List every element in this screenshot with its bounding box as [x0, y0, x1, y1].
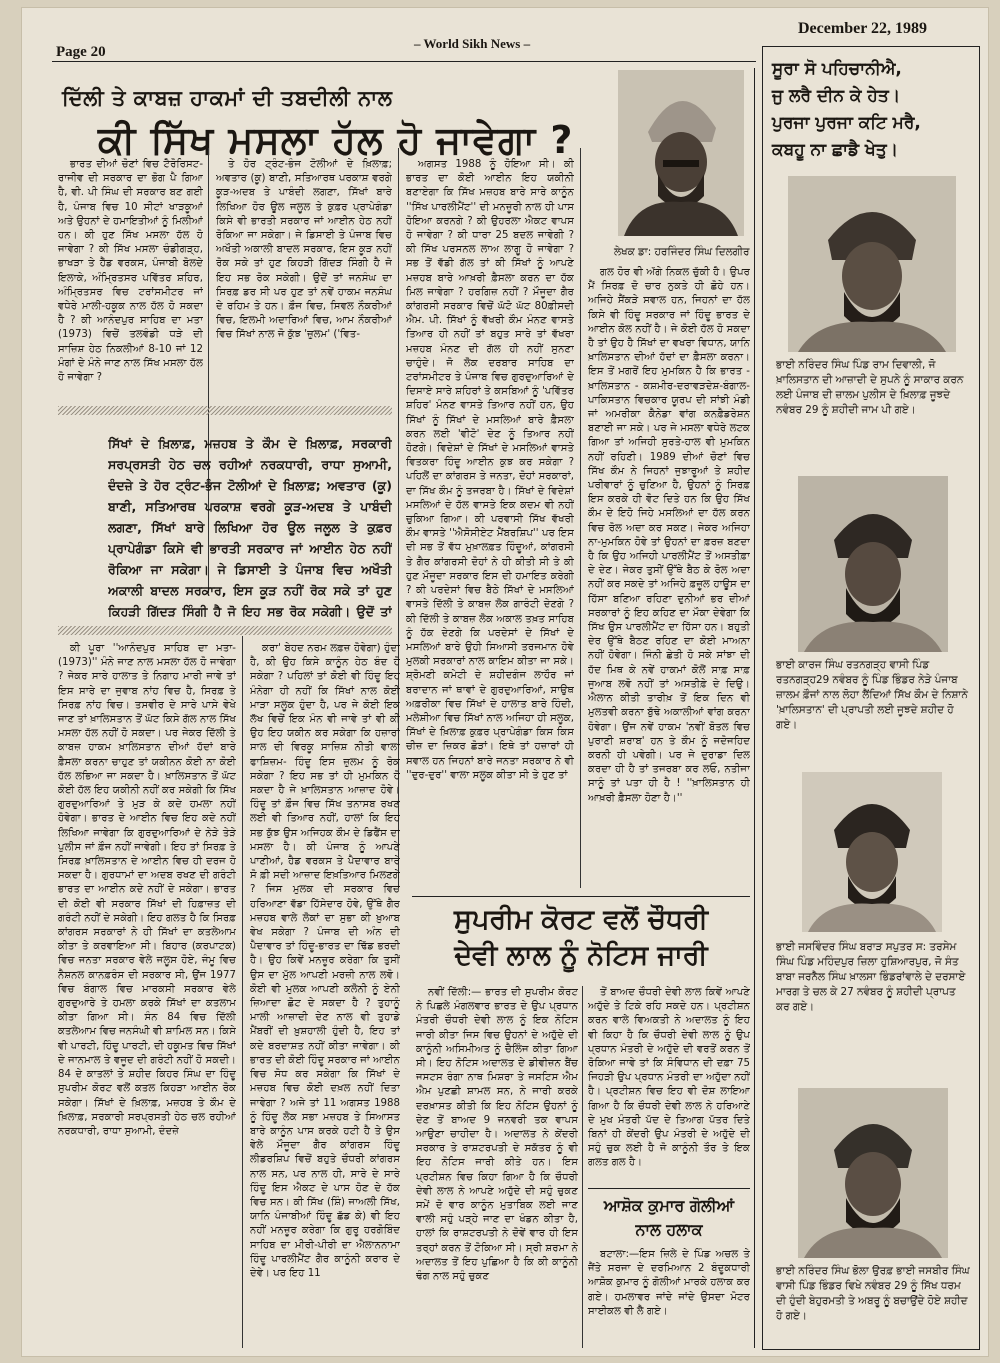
author-caption: ਲੇਖਕ ਡਾ: ਹਰਜਿੰਦਰ ਸਿੰਘ ਦਿਲਗੀਰ: [614, 246, 750, 258]
martyr-portrait-icon: [802, 772, 942, 932]
masthead-rule: [52, 61, 756, 62]
lead-kicker: ਦਿੱਲੀ ਤੇ ਕਾਬਜ਼ ਹਾਕਮਾਂ ਦੀ ਤਬਦੀਲੀ ਨਾਲ: [62, 86, 393, 110]
supreme-headline-2: ਦੇਵੀ ਲਾਲ ਨੂੰ ਨੋਟਿਸ ਜਾਰੀ: [454, 940, 708, 971]
martyr-photo-4: [798, 1088, 948, 1258]
supreme-col-left: ਨਵੀਂ ਦਿੱਲੀ:— ਭਾਰਤ ਦੀ ਸੁਪਰੀਮ ਕੋਰਟ ਨੇ ਪਿਛਲੇ ਮੰਗਲਵਾਰ ਭਾਰਤ ਦੇ ਉਪ ਪ੍ਰਧਾਨ ਮੰਤਰੀ ਚੌਧਰੀ ਦੇਵੀ ਲਾਲ ਨੂੰ ਇਕ ਨੋਟਿਸ ਜਾਰੀ ਕੀਤਾ ਜਿਸ ਵਿਚ ਉਹਨਾਂ ਦੇ ਅਹੁੱਦੇ ਦੀ ਕਾਨੂੰਨੀ ਅਸਿਮੀਅਤ ਨੂੰ ਚੈਲਿੰਜ ਕੀਤਾ ਗਿਆ ਸੀ। ਇਹ ਨੋਟਿਸ ਅਦਾਲਤ ਦੇ ਡੀਵੀਜ਼ਨ ਬੈਂਚ ਜਸਟਸ ਰੰਗਾ ਨਾਥ ਮਿਸ਼ਰਾ ਤੇ ਜਸਟਿਸ ਐਮ ਐਮ ਪੁਣਛੀ ਸ਼ਾਮਲ ਸਨ, ਨੇ ਜਾਰੀ ਕਰਕੇ ਦਰਖ਼ਾਸਤ ਕੀਤੀ ਕਿ ਇਹ ਨੋਟਿਸ ਉਹਨਾਂ ਨੂੰ ਦੇਣ ਤੋਂ ਬਾਅਦ 9 ਜਨਵਰੀ ਤਕ ਵਾਪਸ ਆਉਣਾ ਚਾਹੀਦਾ ਹੈ। ਅਦਾਲਤ ਨੇ ਕੇਂਦਰੀ ਸਰਕਾਰ ਤੇ ਰਾਸ਼ਟਰਪਤੀ ਦੇ ਸਕੱਤਰ ਨੂੰ ਵੀ ਇਹ ਨੋਟਿਸ ਜਾਰੀ ਕੀਤੇ ਹਨ। ਇਸ ਪ੍ਰਟੀਸ਼ਨ ਵਿਚ ਕਿਹਾ ਗਿਆ ਹੈ ਕਿ ਚੌਧਰੀ ਦੇਵੀ ਲਾਲ ਨੇ ਆਪਣੇ ਅਹੁੱਦੇ ਦੀ ਸਹੁੰ ਚੁਕਣ ਸਮੇਂ ਦੋ ਵਾਰ ਕਾਨੂੰਨ ਮੁਤਾਬਿਕ ਲਈ ਜਾਣ ਵਾਲੀ ਸਹੁੰ ਪੜ੍ਹੇ ਜਾਣ ਦਾ ਖੰਡਨ ਕੀਤਾ ਹੈ, ਹਾਲਾਂ ਕਿ ਰਾਸ਼ਟਰਪਤੀ ਨੇ ਦੋਵੇਂ ਵਾਰ ਹੀ ਇਸ ਤਰ੍ਹਾਂ ਕਰਨ ਤੋਂ ਟੋਕਿਆ ਸੀ। ਸ੍ਰੀ ਸ਼ਰਮਾ ਨੇ ਅਦਾਲਤ ਤੋਂ ਇਹ ਪੁਛਿਆ ਹੈ ਕਿ ਕੀ ਕਾਨੂੰਨੀ ਢੰਗ ਨਾਲ ਸਹੁੰ ਚੁਕਣ: [416, 987, 578, 1283]
martyr-caption-3: ਭਾਈ ਜਸਵਿੰਦਰ ਸਿੰਘ ਬਰਾੜ ਸਪੁਤਰ ਸ: ਤਰਸੇਮ ਸਿੰਘ ਪਿੰਡ ਮਹਿੰਦਪੁਰ ਜ਼ਿਲਾ ਹੁਸ਼ਿਆਰਪੁਰ, ਜੋ ਸੰਤ ਬਾਬਾ ਜਰਨੈਲ ਸਿੰਘ ਖ਼ਾਲਸਾ ਭਿੰਡਰਾਂਵਾਲੇ ਦੇ ਦਰਸਾਏ ਮਾਰਗ ਤੇ ਚਲ ਕੇ 27 ਨਵੰਬਰ ਨੂੰ ਸ਼ਹੀਦੀ ਪ੍ਰਾਪਤ ਕਰ ਗਏ।: [776, 941, 966, 1013]
martyr-portrait-icon: [788, 176, 956, 352]
lead-pull-quote: ਸਿੱਖਾਂ ਦੇ ਖ਼ਿਲਾਫ਼, ਮਜ਼ਹਬ ਤੇ ਕੌਮ ਦੇ ਖ਼ਿਲਾਫ਼, ਸਰਕਾਰੀ ਸਰਪ੍ਰਸਤੀ ਹੇਠ ਚਲ ਰਹੀਆਂ ਨਰਕਧਾਰੀ, ਰਾਧਾ ਸੁਆਮੀ, ਦੰਦਜ਼ੇ ਤੇ ਹੋਰ ਟ੍ਰੰਟ-ਭੰਜ ਟੋਲੀਆਂ ਦੇ ਖ਼ਿਲਾਫ਼; ਅਵਤਾਰ (ਕੂ) ਬਾਣੀ, ਸਤਿਆਰਥ ਪਰਕਾਸ਼ ਵਰਗੇ ਕੂੜ-ਅਦਬ ਤੇ ਪਾਬੰਦੀ ਲਗਣਾ, ਸਿੱਖਾਂ ਬਾਰੇ ਲਿਖਿਆ ਹੋਰ ਊਲ ਜਲੂਲ ਤੇ ਕੁਫ਼ਰ ਪ੍ਰਾਪੇਗੰਡਾ ਕਿਸੇ ਵੀ ਭਾਰਤੀ ਸਰਕਾਰ ਜਾਂ ਆਈਨ ਹੇਠ ਨਹੀਂ ਰੋਕਿਆ ਜਾ ਸਕੇਗਾ। ਜੇ ਡਿਸਾਈ ਤੇ ਪੰਜਾਬ ਵਿਚ ਅਖੌਤੀ ਅਕਾਲੀ ਬਾਦਲ ਸਰਕਾਰ, ਇਸ ਕੂੜ ਨਹੀਂ ਰੋਕ ਸਕੇ ਤਾਂ ਹੁਣ ਕਿਹੜੀ ਗਿੱਦੜ ਸਿੰਗੀ ਹੈ ਜੋ ਇਹ ਸਭ ਰੋਕ ਸਕੇਗੀ। ਉਦੋਂ ਤਾਂ: [108, 436, 392, 619]
lead-col3: ਅਗਸਤ 1988 ਨੂੰ ਹੋਇਆ ਸੀ। ਕੀ ਭਾਰਤ ਦਾ ਕੋਈ ਆਈਨ ਇਹ ਯਕੀਨੀ ਬਣਾਏਗਾ ਕਿ ਸਿੱਖ ਮਜ਼ਹਬ ਬਾਰੇ ਸਾਰੇ ਕਾਨੂੰਨ ''ਸਿੱਖ ਪਾਰਲੀਮੈਂਟ'' ਦੀ ਮਨਜ਼ੂਰੀ ਨਾਲ ਹੀ ਪਾਸ ਹੋਇਆ ਕਰਨਗੇ ? ਕੀ ਉਹਰਲਾ ਐਕਟ ਵਾਪਸ ਹੋ ਜਾਵੇਗਾ ? ਕੀ ਧਾਰਾ 25 ਬਦਲ ਜਾਵੇਗੀ ? ਕੀ ਸਿੱਖ ਪਰਸਨਲ ਲਾਅ ਲਾਗੂ ਹੋ ਜਾਵੇਗਾ ? ਸਭ ਤੋਂ ਵੱਡੀ ਗੱਲ ਤਾਂ ਕੀ ਸਿੱਖਾਂ ਨੂੰ ਆਪਣੇ ਮਜ਼ਹਬ ਬਾਰੇ ਆਖ਼ਰੀ ਫ਼ੈਸਲਾ ਕਰਨ ਦਾ ਹੱਕ ਮਿਲ ਜਾਵੇਗਾ ? ਹਰਗਿਜ਼ ਨਹੀਂ ? ਮੌਜੂਦਾ ਗੈਰ ਕਾਂਗਰਸੀ ਸਰਕਾਰ ਵਿਚੋਂ ਘੱਟੋ ਘੱਟ 80ਫ਼ੀਸਦੀ ਐਮ. ਪੀ. ਸਿੱਖਾਂ ਨੂੰ ਵੱਖਰੀ ਕੌਮ ਮੰਨਣ ਵਾਸਤੇ ਤਿਆਰ ਹੀ ਨਹੀਂ ਤਾਂ ਬਹੁਤ ਸਾਰੇ ਤਾਂ ਵੱਖਰਾ ਮਜ਼ਹਬ ਮੰਨਣ ਦੀ ਗੱਲ ਹੀ ਨਹੀਂ ਸੁਨਣਾ ਚਾਹੁੰਦੇ। ਜੋ ਲੋਕ ਦਰਬਾਰ ਸਾਹਿਬ ਦਾ ਟਰਾਂਸਮੀਟਰ ਤੇ ਪੰਜਾਬ ਵਿਚ ਗੁਰਦੁਆਰਿਆਂ ਦੇ ਦਿਸਾਏ ਸਾਰੇ ਸ਼ਹਿਰਾਂ ਤੇ ਕਸਬਿਆਂ ਨੂੰ 'ਪਵਿੱਤਰ ਸ਼ਹਿਰ' ਮੰਨਣ ਵਾਸਤੇ ਤਿਆਰ ਨਹੀਂ ਹਨ, ਉਹ ਸਿੱਖਾਂ ਨੂੰ ਸਿੱਖਾਂ ਦੇ ਮਸਲਿਆਂ ਬਾਰੇ ਫ਼ੈਸਲਾ ਕਰਨ ਲਈ 'ਵੀਟੋ' ਦੇਣ ਨੂੰ ਤਿਆਰ ਨਹੀਂ ਹੋਣਗੇ। ਵਿਦੇਸ਼ਾਂ ਦੇ ਸਿੱਖਾਂ ਦੇ ਮਸਲਿਆਂ ਵਾਸਤੇ ਵਿਤਕਰਾ ਹਿੰਦੂ ਆਈਨ ਕੁਝ ਕਰ ਸਕੇਗਾ ? ਪਹਿਲੋਂ ਦਾ ਕਾਂਗਰਸ ਤੇ ਜਨਤਾ, ਦੋਹਾਂ ਸਰਕਾਰਾਂ, ਦਾ ਸਿੱਖ ਕੌਮ ਨੂੰ ਤਜਰਬਾ ਹੈ। ਸਿੱਖਾਂ ਦੇ ਵਿਦੇਸ਼ਾਂ ਮਸਲਿਆਂ ਦੇ ਹੱਲ ਵਾਸਤੇ ਇਕ ਕਦਮ ਵੀ ਨਹੀਂ ਚੁਕਿਆ ਗਿਆ। ਕੀ ਪਰਵਾਸੀ ਸਿੱਖ ਵੱਖਰੀ ਕੌਮ ਵਾਸਤੇ ''ਐਸੋਸੀਏਟ ਮੈਂਬਰਸ਼ਿਪ'' ਪਰ ਇਸ ਦੀ ਸਭ ਤੋਂ ਵੱਧ ਮੁਖ਼ਾਲਫ਼ਤ ਹਿੰਦੂਆਂ, ਕਾਂਗਰਸੀ ਤੇ ਗੈਰ ਕਾਂਗਰਸੀ ਦੋਹਾਂ ਨੇ ਹੀ ਕੀਤੀ ਸੀ ਤੇ ਕੀ ਹੁਣ ਮੌਜੂਦਾ ਸਰਕਾਰ ਇਸ ਦੀ ਹਮਾਇਤ ਕਰੇਗੀ ? ਕੀ ਪਰਦੇਸਾਂ ਵਿਚ ਬੈਠੇ ਸਿੱਖਾਂ ਦੇ ਮਸਲਿਆਂ ਵਾਸਤੇ ਦਿੱਲੀ ਤੇ ਕਾਬਜ਼ ਲੋਕ ਗਾਰੰਟੀ ਦੇਣਗੇ ? ਕੀ ਦਿੱਲੀ ਤੇ ਕਾਬਜ਼ ਲੋਕ ਅਕਾਲ ਤਖ਼ਤ ਸਾਹਿਬ ਨੂੰ ਹੱਕ ਦੇਣਗੇ ਕਿ ਪਰਦੇਸਾਂ ਦੇ ਸਿੱਖਾਂ ਦੇ ਮਸਲਿਆਂ ਬਾਰੇ ਉਹੀ ਸਿਆਸੀ ਤਰਜਮਾਨ ਹੋਵੇ ਮੁਲਕੀ ਸਰਕਾਰਾਂ ਨਾਲ ਕਾਇਮ ਕੀਤਾ ਜਾ ਸਕੇ। ਸ਼੍ਰੋਮਣੀ ਕਮੇਟੀ ਦੇ ਸ਼ਹੀਦਗੰਜ ਲਾਹੌਰ ਜਾਂ ਬਰਾਦਾਨ ਜਾਂ ਥਾਵਾਂ ਦੇ ਗੁਰਦੁਆਰਿਆਂ, ਸਾਉਥ ਅਫ਼ਰੀਕਾ ਵਿਚ ਸਿੱਖਾਂ ਦੇ ਹਾਲਾਤ ਬਾਰੇ ਹਿੰਦੀ, ਮਲੇਸ਼ੀਆ ਵਿਚ ਸਿੱਖਾਂ ਨਾਲ ਅਜਿਹਾ ਹੀ ਸਲੂਕ, ਸਿੱਖਾਂ ਦੇ ਖ਼ਿਲਾਫ਼ ਕੁਫ਼ਰ ਪ੍ਰਾਪੇਗੰਡਾ ਕਿਸ ਕਿਸ ਚੀਜ਼ ਦਾ ਜ਼ਿਕਰ ਛੋੜਾਂ। ਇਥੇ ਤਾਂ ਹਜ਼ਾਰਾਂ ਹੀ ਸਵਾਲ ਹਨ ਜਿਹਨਾਂ ਬਾਰੇ ਜਨਤਾ ਸਰਕਾਰ ਨੇ ਵੀ ''ਦੁਰ-ਦੁਰ'' ਵਾਲਾ ਸਲੂਕ ਕੀਤਾ ਸੀ ਤੇ ਹੁਣ ਤਾਂ: [406, 159, 574, 781]
sidebar-quote: ਸੂਰਾ ਸੋ ਪਹਿਚਾਨੀਐ, ਜੁ ਲਰੈ ਦੀਨ ਕੇ ਹੇਤ। ਪੁਰਜਾ ਪੁਰਜਾ ਕਟਿ ਮਰੈ, ਕਬਹੂ ਨਾ ਛਾਡੈ ਖੇਤੁ।: [772, 59, 921, 160]
hatch-divider-bottom: [58, 626, 392, 635]
martyr-portrait-icon: [798, 1088, 948, 1258]
ashok-headline-1: ਆਸ਼ੋਕ ਕੁਮਾਰ ਗੋਲੀਆਂ: [603, 1196, 735, 1215]
issue-date: December 22, 1989: [798, 20, 927, 37]
martyr-portrait-icon: [798, 476, 948, 652]
newspaper-page: [22, 8, 988, 1356]
lead-col1-top: ਭਾਰਤ ਦੀਆਂ ਚੋਣਾਂ ਵਿਚ ਟੈਰੋਰਿਸਟ-ਰਾਜੀਵ ਦੀ ਸਰਕਾਰ ਦਾ ਭੋਗ ਪੈ ਗਿਆ ਹੈ, ਵੀ. ਪੀ ਸਿੰਘ ਦੀ ਸਰਕਾਰ ਬਣ ਗਈ ਹੈ, ਪੰਜਾਬ ਵਿਚ 10 ਸੀਟਾਂ ਖਾੜਕੂਆਂ ਅਤੇ ਉਹਨਾਂ ਦੇ ਹਮਾਇਤੀਆਂ ਨੂੰ ਮਿਲੀਆਂ ਹਨ। ਕੀ ਹੁਣ ਸਿੱਖ ਮਸਲਾ ਹੱਲ ਹੋ ਜਾਵੇਗਾ ? ਕੀ ਸਿੱਖ ਮਸਲਾ ਚੰਡੀਗੜ੍ਹ, ਭਾਖੜਾ ਤੇ ਹੈੱਡ ਵਰਕਸ, ਪੰਜਾਬੀ ਬੋਲਦੇ ਇਲਾਕੇ, ਅੰਮ੍ਰਿਤਸਰ ਪਵਿੱਤਰ ਸ਼ਹਿਰ, ਅੰਮ੍ਰਿਤਸਰ ਵਿਚ ਟਰਾਂਸਮੀਟਰ ਜਾਂ ਵਧੇਰੇ ਮਾਲੀ-ਹਕੂਕ ਨਾਲ ਹੱਲ ਹੋ ਸਕਦਾ ਹੈ ? ਕੀ ਆਨੰਦਪੁਰ ਸਾਹਿਬ ਦਾ ਮਤਾ (1973) ਵਿਚੋਂ ਤਲਵੰਡੀ ਧੜੇ ਦੀ ਸਾਜ਼ਿਸ਼ ਹੇਠ ਨਿਕਲੀਆਂ 8-10 ਜਾਂ 12 ਮੰਗਾਂ ਦੇ ਮੰਨੇ ਜਾਣ ਨਾਲ ਸਿੱਖ ਮਸਲਾ ਹੱਲ ਹੋ ਜਾਵੇਗਾ ?: [58, 159, 203, 384]
sidebar-rule: [754, 68, 755, 1348]
martyr-caption-2: ਭਾਈ ਕਾਰਜ ਸਿੰਘ ਰਤਨਗੜ੍ਹ ਵਾਸੀ ਪਿੰਡ ਰਤਨਗੜ੍ਹ29 ਨਵੰਬਰ ਨੂੰ ਪਿੰਡ ਭਿੰਡਰ ਨੇੜੇ ਪੰਜਾਬ ਜ਼ਾਲਮ ਫ਼ੌਜਾਂ ਨਾਲ ਲੋਹਾ ਲੈਂਦਿਆਂ ਸਿੱਖ ਕੌਮ ਦੇ ਨਿਸ਼ਾਨੇ 'ਖ਼ਾਲਿਸਤਾਨ' ਦੀ ਪ੍ਰਾਪਤੀ ਲਈ ਜੂਝਦੇ ਸ਼ਹੀਦ ਹੋ ਗਏ।: [776, 659, 968, 731]
author-portrait-icon: [618, 70, 744, 236]
page-number: Page 20: [56, 44, 106, 60]
story-rule-supreme: [412, 896, 750, 897]
lead-col2-top: ਤੇ ਹੋਰ ਟ੍ਰੰਟ-ਭੰਜ ਟੋਲੀਆਂ ਦੇ ਖ਼ਿਲਾਫ਼; ਅਵਤਾਰ (ਕੂ) ਬਾਣੀ, ਸਤਿਆਰਥ ਪਰਕਾਸ਼ ਵਰਗੇ ਕੂੜ-ਅਦਬ ਤੇ ਪਾਬੰਦੀ ਲਗਣਾ, ਸਿੱਖਾਂ ਬਾਰੇ ਲਿਖਿਆ ਹੋਰ ਊਲ ਜਲੂਲ ਤੇ ਕੁਫ਼ਰ ਪ੍ਰਾਪੇਗੰਡਾ ਕਿਸੇ ਵੀ ਭਾਰਤੀ ਸਰਕਾਰ ਜਾਂ ਆਈਨ ਹੇਠ ਨਹੀਂ ਰੋਕਿਆ ਜਾ ਸਕੇਗਾ। ਜੇ ਡਿਸਾਈ ਤੇ ਪੰਜਾਬ ਵਿਚ ਅਖੌਤੀ ਅਕਾਲੀ ਬਾਦਲ ਸਰਕਾਰ, ਇਸ ਕੂੜ ਨਹੀਂ ਰੋਕ ਸਕੇ ਤਾਂ ਹੁਣ ਕਿਹੜੀ ਗਿੱਦੜ ਸਿੰਗੀ ਹੈ ਜੋ ਇਹ ਸਭ ਰੋਕ ਸਕੇਗੀ। ਉਦੋਂ ਤਾਂ ਜਨਸੰਘ ਦਾ ਸਿਰਫ਼ ਡਰ ਸੀ ਪਰ ਹੁਣ ਤਾਂ ਨਵੇਂ ਹਾਕਮ ਜਨਸੰਘ ਦੇ ਰਹਿਮ ਤੇ ਹਨ। ਫ਼ੌਜ ਵਿਚ, ਸਿਵਲ ਨੌਕਰੀਆਂ ਵਿਚ, ਇਲਮੀ ਅਦਾਰਿਆਂ ਵਿਚ, ਆਮ ਨੌਕਰੀਆਂ ਵਿਚ ਸਿੱਖਾਂ ਨਾਲ ਜੋ ਕੁੱਝ 'ਜ਼ੁਲਮ' ('ਵਿਤ-: [216, 159, 392, 341]
paper-name: – World Sikh News –: [414, 36, 531, 51]
lead-col1-bottom: ਕੀ ਪੂਰਾ ''ਆਨੰਦਪੁਰ ਸਾਹਿਬ ਦਾ ਮਤਾ-(1973)'' ਮੰਨੇ ਜਾਣ ਨਾਲ ਮਸਲਾ ਹੱਲ ਹੋ ਜਾਵੇਗਾ ? ਜੇਕਰ ਸਾਰੇ ਹਾਲਾਤ ਤੇ ਨਿਗਾਹ ਮਾਰੀ ਜਾਵੇ ਤਾਂ ਇਸ ਸਾਰੇ ਦਾ ਜੁਵਾਬ ਨਾਂਹ ਵਿਚ ਹੈ, ਸਿਰਫ਼ ਤੇ ਸਿਰਫ਼ ਨਾਂਹ ਵਿਚ। ਤਸਵੀਰ ਦੇ ਸਾਰੇ ਪਾਸੇ ਵੇਖੇ ਜਾਣ ਤਾਂ ਖ਼ਾਲਿਸਤਾਨ ਤੋਂ ਘੱਟ ਕਿਸੇ ਗੱਲ ਨਾਲ ਸਿੱਖ ਮਸਲਾ ਹੱਲ ਨਹੀਂ ਹੋ ਸਕਦਾ। ਪਰ ਜੇਕਰ ਦਿੱਲੀ ਤੇ ਕਾਬਜ਼ ਹਾਕਮ ਖ਼ਾਲਿਸਤਾਨ ਦੀਆਂ ਹੱਦਾਂ ਬਾਰੇ ਫ਼ੈਸਲਾ ਕਰਨਾ ਚਾਹੁਣ ਤਾਂ ਯਕੀਨਨ ਕੋਈ ਨਾ ਕੋਈ ਹੱਲ ਲਭਿਆ ਜਾ ਸਕਦਾ ਹੈ। ਖ਼ਾਲਿਸਤਾਨ ਤੋਂ ਘੱਟ ਕੋਈ ਹੱਲ ਇਹ ਯਕੀਨੀ ਨਹੀਂ ਕਰ ਸਕੇਗੀ ਕਿ ਸਿੱਖ ਗੁਰਦੁਆਰਿਆਂ ਤੇ ਮੁੜ ਕੇ ਕਦੇ ਹਮਲਾ ਨਹੀਂ ਹੋਵੇਗਾ। ਭਾਰਤ ਦੇ ਆਈਨ ਵਿਚ ਇਹ ਕਦੇ ਨਹੀਂ ਲਿਖਿਆ ਜਾਵੇਗਾ ਕਿ ਗੁਰਦੁਆਰਿਆਂ ਦੇ ਨੇੜੇ ਤੇੜੇ ਪੁਲੀਸ ਜਾਂ ਫ਼ੌਜ ਨਹੀਂ ਜਾਵੇਗੀ। ਇਹ ਤਾਂ ਸਿਰਫ਼ ਤੇ ਸਿਰਫ਼ ਖ਼ਾਲਿਸਤਾਨ ਦੇ ਆਈਨ ਵਿਚ ਹੀ ਦਰਜ ਹੋ ਸਕਦਾ ਹੈ। ਗੁਰਧਾਮਾਂ ਦਾ ਅਦਬ ਰਖਣ ਦੀ ਗਰੰਟੀ ਭਾਰਤ ਦਾ ਆਈਨ ਕਦੇ ਨਹੀਂ ਦੇ ਸਕੇਗਾ। ਭਾਰਤ ਦੀ ਕੋਈ ਵੀ ਸਰਕਾਰ ਸਿੱਖਾਂ ਦੀ ਹਿਫ਼ਾਜ਼ਤ ਦੀ ਗਰੰਟੀ ਨਹੀਂ ਦੇ ਸਕੇਗੀ। ਇਹ ਗਲਤ ਹੈ ਕਿ ਸਿਰਫ਼ ਕਾਂਗਰਸ ਸਰਕਾਰਾਂ ਨੇ ਹੀ ਸਿੱਖਾਂ ਦਾ ਕਤਲੇਆਮ ਕੀਤਾ ਤੇ ਕਰਵਾਇਆ ਸੀ। ਬਿਹਾਰ (ਕਰਪਾਟਕ) ਵਿਚ ਜਨਤਾ ਸਰਕਾਰ ਵੇਲੇ ਜਲੂਸ ਹੋਏ, ਜੰਮੂ ਵਿਚ ਨੈਸ਼ਨਲ ਕਾਨਫ਼ਰੰਸ ਦੀ ਸਰਕਾਰ ਸੀ, ਉਂਜ 1977 ਵਿਚ ਬੰਗਾਲ ਵਿਚ ਮਾਰਕਸੀ ਸਰਕਾਰ ਵੇਲੇ ਗੁਰਦੁਆਰੇ ਤੇ ਹਮਲਾ ਕਰਕੇ ਸਿੱਖਾਂ ਦਾ ਕਤਲਾਮ ਕੀਤਾ ਗਿਆ ਸੀ। ਸੰਨ 84 ਵਿਚ ਦਿੱਲੀ ਕਤਲੇਆਮ ਵਿਚ ਜਨਸੰਘੀ ਵੀ ਸ਼ਾਮਿਲ ਸਨ। ਕਿਸੇ ਵੀ ਪਾਰਟੀ, ਹਿੰਦੂ ਪਾਰਟੀ, ਦੀ ਹਕੂਮਤ ਵਿਚ ਸਿੱਖਾਂ ਦੇ ਜਾਨਮਾਲ ਤੇ ਵਜੂਦ ਦੀ ਗਰੰਟੀ ਨਹੀਂ ਹੋ ਸਕਦੀ। 84 ਦੇ ਕਾਤਲਾਂ ਤੇ ਸ਼ਹੀਦ ਕਿਹਰ ਸਿੰਘ ਦਾ ਹਿੰਦੂ ਸੁਪਰੀਮ ਕੋਰਟ ਵਲੋਂ ਕਤਲ ਕਿਹੜਾ ਆਈਨ ਰੋਕ ਸਕੇਗਾ। ਸਿੱਖਾਂ ਦੇ ਖ਼ਿਲਾਫ਼, ਮਜ਼ਹਬ ਤੇ ਕੌਮ ਦੇ ਖ਼ਿਲਾਫ਼, ਸਰਕਾਰੀ ਸਰਪ੍ਰਸਤੀ ਹੇਠ ਚਲ ਰਹੀਆਂ ਨਰਕਧਾਰੀ, ਰਾਧਾ ਸੁਆਮੀ, ਦੰਦਜ਼ੇ: [58, 643, 236, 1137]
martyr-caption-4: ਭਾਈ ਨਰਿੰਦਰ ਸਿੰਘ ਭੋਲਾ ਉਰਫ਼ ਭਾਈ ਜਸਬੀਰ ਸਿੰਘ ਵਾਸੀ ਪਿੰਡ ਭਿੰਡਰ ਵਿਖੇ ਨਵੰਬਰ 29 ਨੂੰ ਸਿੱਖ ਧਰਮ ਦੀ ਹੁੰਦੀ ਬੇਹੁਰਮਤੀ ਤੇ ਅਬਰੂ ਨੂੰ ਬਚਾਉਂਦੇ ਹੋਏ ਸ਼ਹੀਦ ਹੋ ਗਏ।: [776, 1265, 970, 1322]
col-rule-supreme: [582, 986, 583, 1348]
martyr-photo-1: [788, 176, 956, 352]
martyr-photo-3: [802, 772, 942, 932]
lead-headline: ਕੀ ਸਿੱਖ ਮਸਲਾ ਹੱਲ ਹੋ ਜਾਵੇਗਾ ?: [98, 118, 574, 162]
author-photo: [618, 70, 744, 236]
martyr-photo-2: [798, 476, 948, 652]
lead-col2-bottom: ਕਰਾ' ਬੇਹਦ ਨਰਮ ਲਫ਼ਜ਼ ਹੋਵੇਗਾ) ਹੁੰਦਾ ਹੈ, ਕੀ ਉਹ ਕਿਸੇ ਕਾਨੂੰਨ ਹੇਠ ਬੰਦ ਹੋ ਸਕੇਗਾ ? ਪਹਿਲਾਂ ਤਾਂ ਕੋਈ ਵੀ ਹਿੰਦੂ ਇਹ ਮੰਨੇਗਾ ਹੀ ਨਹੀਂ ਕਿ ਸਿੱਖਾਂ ਨਾਲ ਕੋਈ ਮਾੜਾ ਸਲੂਕ ਹੁੰਦਾ ਹੈ, ਪਰ ਜੇ ਕੋਈ ਇਕ ਲੱਖ ਵਿਚੋਂ ਇਕ ਮੰਨ ਵੀ ਜਾਵੇ ਤਾਂ ਵੀ ਕੀ ਉਹ ਇਹ ਯਕੀਨ ਕਰ ਸਕੇਗਾ ਕਿ ਹਜ਼ਾਰਾਂ ਸਾਲ ਦੀ ਵਿਰਕੂ ਸਾਜ਼ਿਸ਼ ਨੀਤੀ ਵਾਲਾ ਫਾਸ਼ਿਜ਼ਮ- ਹਿੰਦੂ ਇਸ ਜ਼ੁਲਮ ਨੂੰ ਰੋਕ ਸਕੇਗਾ ? ਇਹ ਸਭ ਤਾਂ ਹੀ ਮੁਮਕਿਨ ਹੋ ਸਕਦਾ ਹੈ ਜੇ ਖ਼ਾਲਿਸਤਾਨ ਆਜ਼ਾਦ ਹੋਵੇ। ਹਿੰਦੂ ਤਾਂ ਫ਼ੌਜ ਵਿਚ ਸਿੱਖ ਤਨਾਸਬ ਰਖਣ ਲਈ ਵੀ ਤਿਆਰ ਨਹੀਂ, ਹਾਲਾਂ ਕਿ ਇਹ ਸਭ ਕੁੱਝ ਉਸ ਅਜਿਹਕ ਕੌਮ ਦੇ ਡਿਫੈਂਸ ਦਾ ਮਸਲਾ ਹੈ। ਕੀ ਪੰਜਾਬ ਨੂੰ ਆਪਣੇ ਪਾਣੀਆਂ, ਹੈਡ ਵਰਕਸ ਤੇ ਪੈਦਾਵਾਰ ਬਾਰੇ ਸੋ ਫ਼ੀ ਸਦੀ ਆਜ਼ਾਦ ਇਖ਼ਤਿਆਰ ਮਿਲਣਗੇ ? ਜਿਸ ਮੁਲਕ ਦੀ ਸਰਕਾਰ ਵਿਚ ਹਰਿਆਣਾ ਵੱਡਾ ਹਿੱਸੇਦਾਰ ਹੋਵੇ, ਉੱਥੇ ਗੈਰ ਮਜ਼ਹਬ ਵਾਲੇ ਲੋਕਾਂ ਦਾ ਸੁਭਾ ਕੀ ਖ਼ੁਆਬ ਵੇਖ ਸਕੇਗਾ ? ਪੰਜਾਬ ਦੀ ਅੰਨ ਦੀ ਪੈਦਾਵਾਰ ਤਾਂ ਹਿੰਦੂ-ਭਾਰਤ ਦਾ ਢਿੱਡ ਭਰਦੀ ਹੈ। ਉਹ ਕਿਵੇਂ ਮਨਜ਼ੂਰ ਕਰੇਗਾ ਕਿ ਤੁਸੀਂ ਉਸ ਦਾ ਮੁੱਲ ਆਪਣੀ ਮਰਜ਼ੀ ਨਾਲ ਲਵੋ। ਕੋਈ ਵੀ ਮੁਲਕ ਆਪਣੀ ਕਲੋਨੀ ਨੂੰ ਏਨੀ ਜ਼ਿਆਦਾ ਛੋਟ ਦੇ ਸਕਦਾ ਹੈ ? ਤੁਹਾਨੂੰ ਮਾਲੀ ਆਜ਼ਾਦੀ ਦੇਣ ਨਾਲ ਵੀ ਤੁਹਾਡੇ ਮੈਂਬਰੀਂ ਦੀ ਖ਼ੁਸ਼ਹਾਲੀ ਹੁੰਦੀ ਹੈ, ਇਹ ਤਾਂ ਕਦੇ ਬਰਦਾਸ਼ਤ ਨਹੀਂ ਕੀਤਾ ਜਾਵੇਗਾ। ਕੀ ਭਾਰਤ ਦੀ ਕੋਈ ਹਿੰਦੂ ਸਰਕਾਰ ਜਾਂ ਆਈਨ ਵਿਚ ਸੋਧ ਕਰ ਸਕੇਗਾ ਕਿ ਸਿੱਖਾਂ ਦੇ ਮਜ਼ਹਬ ਵਿਚ ਕੋਈ ਦਖ਼ਲ ਨਹੀਂ ਦਿਤਾ ਜਾਵੇਗਾ ? ਅਜੇ ਤਾਂ 11 ਅਗਸਤ 1988 ਨੂੰ ਹਿੰਦੂ ਲੋਕ ਸਭਾ ਮਜ਼ਹਬ ਤੇ ਸਿਆਸਤ ਬਾਰੇ ਕਾਨੂੰਨ ਪਾਸ ਕਰਕੇ ਹਟੀ ਹੈ ਤੇ ਉਸ ਵੇਲੇ ਮੌਜੂਦਾ ਗੈਰ ਕਾਂਗਰਸ ਹਿੰਦੂ ਲੀਡਰਸ਼ਿਪ ਵਿਚੋਂ ਬਹੁਤੇ ਚੌਧਰੀ ਕਾਂਗਰਸ ਨਾਲ ਸਨ, ਪਰ ਨਾਲ ਹੀ, ਸਾਰੇ ਦੇ ਸਾਰੇ ਹਿੰਦੂ ਇਸ ਐਕਟ ਦੇ ਪਾਸ ਹੋਣ ਦੇ ਹੱਕ ਵਿਚ ਸਨ। ਕੀ ਸਿੱਖ (ਸ਼ਿੰ) ਜਾਅਲੀ ਸਿੱਖ, ਯਾਨਿ ਪੰਜਾਬੀਆਂ ਹਿੰਦੂ ਛੱਡ ਕੇ) ਵੀ ਇਹ ਨਹੀਂ ਮਨਜ਼ੂਰ ਕਰੇਗਾ ਕਿ ਗੁਰੂ ਹਰਗੋਬਿੰਦ ਸਾਹਿਬ ਦਾ ਮੀਰੀ-ਪੀਰੀ ਦਾ ਐਲਾਨਨਾਮਾ ਹਿੰਦੂ ਪਾਰਲੀਮੈਂਟ ਗੈਰ ਕਾਨੂੰਨੀ ਕਰਾਰ ਦੇ ਦੇਵੇ। ਪਰ ਇਹ 11: [250, 643, 400, 1279]
supreme-col-right: ਤੋਂ ਬਾਅਦ ਚੌਧਰੀ ਦੇਵੀ ਲਾਲ ਕਿਵੇਂ ਆਪਣੇ ਅਹੁੱਦੇ ਤੇ ਟਿਕੇ ਰਹਿ ਸਕਦੇ ਹਨ। ਪ੍ਰਟੀਸ਼ਨ ਕਰਨ ਵਾਲੇ ਵਿਅਕਤੀ ਨੇ ਅਦਾਲਤ ਨੂੰ ਇਹ ਵੀ ਕਿਹਾ ਹੈ ਕਿ ਚੌਧਰੀ ਦੇਵੀ ਲਾਲ ਨੂੰ ਉਪ ਪ੍ਰਧਾਨ ਮੰਤਰੀ ਦੇ ਅਹੁੱਦੇ ਦੀ ਵਰਤੋਂ ਕਰਨ ਤੋਂ ਰੋਕਿਆ ਜਾਵੇ ਤਾਂ ਕਿ ਸੰਵਿਧਾਨ ਦੀ ਦਫ਼ਾ 75 ਜਿਹੜੀ ਉਪ ਪ੍ਰਧਾਨ ਮੰਤਰੀ ਦਾ ਅਹੁੱਦਾ ਨਹੀਂ ਹੈ। ਪ੍ਰਟੀਸ਼ਨ ਵਿਚ ਇਹ ਵੀ ਦੋਸ਼ ਲਾਇਆ ਗਿਆ ਹੈ ਕਿ ਚੌਧਰੀ ਦੇਵੀ ਲਾਲ ਨੇ ਹਰਿਆਣੇ ਦੇ ਮੁਖ ਮੰਤਰੀ ਪੱਦ ਦੇ ਤਿਆਗ ਪੱਤਰ ਦਿਤੇ ਬਿਨਾਂ ਹੀ ਕੇਂਦਰੀ ਉਪ ਮੰਤਰੀ ਦੇ ਅਹੁੱਦੇ ਦੀ ਸਹੁੰ ਚੁਕ ਲਈ ਹੈ ਜੋ ਕਾਨੂੰਨੀ ਤੌਰ ਤੇ ਇਕ ਗਲਤ ਗਲ ਹੈ।: [588, 987, 750, 1169]
hatch-divider-top: [58, 406, 392, 415]
lead-col4: ਗਲ ਹੋਰ ਵੀ ਅੱਗੇ ਨਿਕਲ ਚੁੱਕੀ ਹੈ। ਉਪਰ ਮੈਂ ਸਿਰਫ਼ ਦੋ ਚਾਰ ਨੁਕਤੇ ਹੀ ਛੋਹੇ ਹਨ। ਅਜਿਹੇ ਸੈਂਕੜੇ ਸਵਾਲ ਹਨ, ਜਿਹਨਾਂ ਦਾ ਹੱਲ ਕਿਸੇ ਵੀ ਹਿੰਦੂ ਸਰਕਾਰ ਜਾਂ ਹਿੰਦੂ ਭਾਰਤ ਦੇ ਆਈਨ ਕੋਲ ਨਹੀਂ ਹੈ। ਜੇ ਕੋਈ ਹੱਲ ਹੋ ਸਕਦਾ ਹੈ ਤਾਂ ਉਹ ਹੈ ਸਿੱਖਾਂ ਦਾ ਵਖਰਾ ਵਿਧਾਨ, ਯਾਨਿ ਖ਼ਾਲਿਸਤਾਨ ਦੀਆਂ ਹੱਦਾਂ ਦਾ ਫ਼ੈਸਲਾ ਕਰਨਾ। ਇਸ ਤੋਂ ਮਗਰੋਂ ਇਹ ਮੁਮਕਿਨ ਹੈ ਕਿ ਭਾਰਤ - ਖ਼ਾਲਿਸਤਾਨ - ਕਸ਼ਮੀਰ-ਦਰਾਵੜਦੇਸ਼-ਬੰਗਾਲ-ਪਾਕਿਸਤਾਨ ਵਿਚਕਾਰ ਯੂਰਪ ਦੀ ਸਾਂਝੀ ਮੰਡੀ ਜਾਂ ਅਮਰੀਕਾ ਕੈਨੇਡਾ ਵਾਂਗ ਕਨਫ਼ੈਡਰੇਸ਼ਨ ਬਣਾਈ ਜਾ ਸਕੇ। ਪਰ ਜੇ ਮਸਲਾ ਵਧੇਰੇ ਲਟਕ ਗਿਆ ਤਾਂ ਅਜਿਹੀ ਸੁਰਤੇ-ਹਾਲ ਵੀ ਮੁਮਕਿਨ ਨਹੀਂ ਰਹਿਣੀ। 1989 ਦੀਆਂ ਚੋਣਾਂ ਵਿਚ ਸਿੱਖ ਕੌਮ ਨੇ ਜਿਹਨਾਂ ਜੁਝਾਰੂਆਂ ਤੇ ਸ਼ਹੀਦ ਪਰੀਵਾਰਾਂ ਨੂੰ ਚੁਣਿਆ ਹੈ, ਉਹਨਾਂ ਨੂੰ ਸਿਰਫ਼ ਇਸ ਕਰਕੇ ਹੀ ਵੋਟ ਦਿਤੇ ਹਨ ਕਿ ਉਹ ਸਿੱਖ ਕੌਮ ਦੇ ਇਹੋ ਜਿਹੇ ਮਸਲਿਆਂ ਦਾ ਹੱਲ ਕਰਨ ਵਿਚ ਰੋਲ ਅਦਾ ਕਰ ਸਕਣ। ਜੇਕਰ ਅਜਿਹਾ ਨਾ-ਮੁਮਕਿਨ ਹੋਵੇ ਤਾਂ ਉਹਨਾਂ ਦਾ ਫ਼ਰਜ਼ ਬਣਦਾ ਹੈ ਕਿ ਉਹ ਅਜਿਹੀ ਪਾਰਲੀਮੈਂਟ ਤੋਂ ਅਸਤੀਫ਼ਾ ਦੇ ਦੇਣ। ਜੇਕਰ ਤੁਸੀਂ ਉੱਥੇ ਬੈਠ ਕੇ ਰੋਲ ਅਦਾ ਨਹੀਂ ਕਰ ਸਕਦੇ ਤਾਂ ਅਜਿਹੇ ਫ਼ਜ਼ੂਲ ਹਾਊਸ ਦਾ ਹਿੱਸਾ ਬਣਿਆ ਰਹਿਣਾ ਦੁਨੀਆਂ ਭਰ ਦੀਆਂ ਸਰਕਾਰਾਂ ਨੂੰ ਇਹ ਕਹਿਣ ਦਾ ਮੌਕਾ ਦੇਵੇਗਾ ਕਿ ਸਿੱਖ ਉਸ ਪਾਰਲੀਮੈਂਟ ਦਾ ਹਿੱਸਾ ਹਨ। ਬਹੁਤੀ ਦੇਰ ਉੱਥੇ ਬੈਠਣ ਰਹਿਣ ਦਾ ਕੋਈ ਮਾਅਨਾ ਨਹੀਂ ਹੋਵੇਗਾ। ਜਿੰਨੀ ਛੇਤੀ ਹੋ ਸਕੇ ਸਾਂਝਾ ਦੀ ਹੱਦ ਮਿਥ ਕੇ ਨਵੇਂ ਹਾਕਮਾਂ ਕੋਲੋਂ ਸਾਫ਼ ਸਾਫ਼ ਜੁਆਬ ਲਵੋ ਨਹੀਂ ਤਾਂ ਅਸਤੀਫ਼ੇ ਦੇ ਦਿਉ। ਐਲਾਨ ਕੀਤੀ ਤਾਰੀਖ਼ ਤੋਂ ਇਕ ਦਿਨ ਵੀ ਮੁਲਤਵੀ ਕਰਨਾ ਬੁੱਢੇ ਅਕਾਲੀਆਂ ਵਾਂਗ ਕਰਨਾ ਹੋਵੇਗਾ। ਉਂਜ ਨਵੇਂ ਹਾਕਮ 'ਨਵੀਂ ਬੋਤਲ ਵਿਚ ਪੁਰਾਣੀ ਸ਼ਰਾਬ' ਹਨ ਤੇ ਕੌਮ ਨੂੰ ਜਦੋਜਹਿਦ ਕਰਨੀ ਹੀ ਪਵੇਗੀ। ਪਰ ਜੇ ਦੁਰਾਡਾ ਦਿਲ ਕਰਦਾ ਹੀ ਹੈ ਤਾਂ ਤਜਰਬਾ ਕਰ ਲਓ, ਨਤੀਜਾ ਸਾਨੂੰ ਤਾਂ ਪਤਾ ਹੀ ਹੈ ! ''ਖ਼ਾਲਿਸਤਾਨ ਹੀ ਆਖ਼ਰੀ ਫ਼ੈਸਲਾ ਹੋਣਾ ਹੈ।'': [588, 267, 750, 804]
ashok-body: ਬਟਾਲਾ:—ਇਸ ਜ਼ਿਲੇ ਦੇ ਪਿੰਡ ਅਚਲ ਤੇ ਜੈਂਤੇ ਸਰਜਾ ਦੇ ਦਰਮਿਆਨ 2 ਬੰਦੂਕਧਾਰੀ ਆਸ਼ੋਕ ਕੁਮਾਰ ਨੂੰ ਗੋਲੀਆਂ ਮਾਰਕੇ ਹਲਾਕ ਕਰ ਗਏ। ਹਮਲਾਵਰ ਜਾਂਦੇ ਜਾਂਦੇ ਉਸਦਾ ਮੋਟਰ ਸਾਈਕਲ ਵੀ ਲੈ ਗਏ।: [588, 1249, 750, 1317]
col-rule-3: [580, 148, 581, 888]
ashok-headline-2: ਨਾਲ ਹਲਾਕ: [635, 1220, 703, 1239]
story-rule-ashok: [588, 1188, 750, 1189]
martyr-caption-1: ਭਾਈ ਨਰਿੰਦਰ ਸਿੰਘ ਪਿੰਡ ਰਾਮ ਦਿਵਾਲੀ, ਜੋ ਖ਼ਾਲਿਸਤਾਨ ਦੀ ਆਜ਼ਾਦੀ ਦੇ ਸੁਪਨੇ ਨੂੰ ਸਾਕਾਰ ਕਰਨ ਲਈ ਪੰਜਾਬ ਦੀ ਜ਼ਾਲਮ ਪੁਲੀਸ ਦੇ ਖ਼ਿਲਾਫ਼ ਜੂਝਦੇ ਨਵੰਬਰ 29 ਨੂੰ ਸ਼ਹੀਦੀ ਜਾਮ ਪੀ ਗਏ।: [776, 359, 964, 416]
supreme-headline-1: ਸੁਪਰੀਮ ਕੋਰਟ ਵਲੋਂ ਚੌਧਰੀ: [454, 904, 708, 935]
col-rule-lower: [242, 636, 243, 1348]
